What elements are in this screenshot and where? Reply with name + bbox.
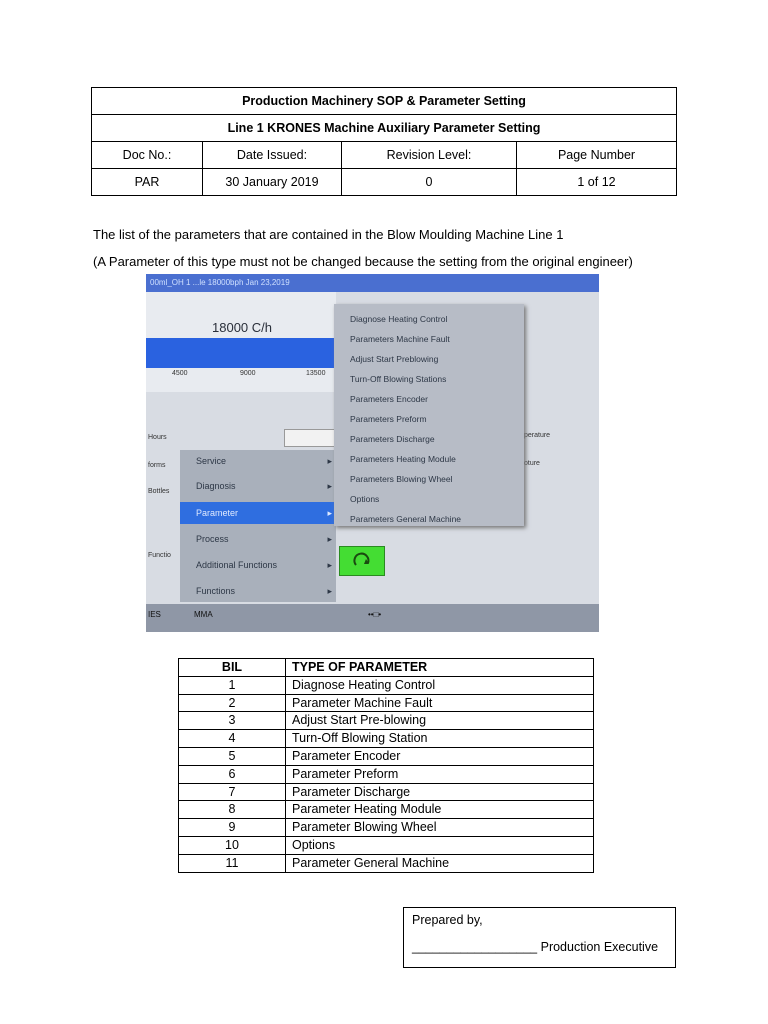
table-row	[179, 694, 594, 712]
hmi-popup-item[interactable]: Parameters Discharge	[350, 434, 435, 444]
hmi-tick: 13500	[306, 370, 326, 377]
hmi-topbar: 00ml_OH 1 ...le 18000bph Jan 23,2019	[146, 274, 599, 292]
row-bil: 9	[179, 819, 286, 837]
intro-line-2: (A Parameter of this type must not be changed because the setting from the original engineer)	[93, 254, 633, 269]
row-parameter-type: Adjust Start Pre-blowing	[286, 712, 594, 730]
header-val-revision: 0	[342, 169, 517, 196]
hmi-submenu	[180, 450, 336, 602]
hmi-photo	[146, 274, 599, 632]
row-bil: 5	[179, 747, 286, 765]
row-parameter-type: Parameter Discharge	[286, 783, 594, 801]
hmi-blue-band	[146, 338, 336, 368]
row-parameter-type: Turn-Off Blowing Station	[286, 730, 594, 748]
row-bil: 8	[179, 801, 286, 819]
header-col-revision: Revision Level:	[342, 142, 517, 169]
header-val-date: 30 January 2019	[203, 169, 342, 196]
hmi-popup-item[interactable]: Parameters Preform	[350, 414, 427, 424]
row-bil: 10	[179, 836, 286, 854]
chevron-right-icon: ▸	[327, 586, 332, 596]
hmi-popup-item[interactable]: Options	[350, 494, 380, 504]
row-bil: 6	[179, 765, 286, 783]
intro-line-1: The list of the parameters that are contained in the Blow Moulding Machine Line 1	[93, 227, 564, 242]
hmi-rate: 18000 C/h	[212, 320, 272, 335]
chevron-right-icon: ▸	[327, 481, 332, 491]
row-parameter-type: Parameter Machine Fault	[286, 694, 594, 712]
hmi-refresh-button[interactable]	[339, 546, 385, 576]
hmi-popup-item[interactable]: Turn-Off Blowing Stations	[350, 374, 447, 384]
hmi-input-box	[284, 429, 336, 447]
table-row	[179, 854, 594, 872]
row-parameter-type: Parameter Blowing Wheel	[286, 819, 594, 837]
row-bil: 7	[179, 783, 286, 801]
hmi-left-label: forms	[148, 462, 166, 469]
hmi-left-label: Bottles	[148, 488, 170, 495]
table-row	[179, 836, 594, 854]
header-col-page: Page Number	[517, 142, 677, 169]
header-val-page: 1 of 12	[517, 169, 677, 196]
row-parameter-type: Parameter Heating Module	[286, 801, 594, 819]
table-row	[179, 676, 594, 694]
document-header-table	[91, 87, 677, 196]
hmi-tick: 4500	[172, 370, 188, 377]
hmi-parameter-popup	[334, 304, 524, 526]
table-head-type: TYPE OF PARAMETER	[286, 659, 594, 677]
hmi-submenu-item[interactable]: Functions ▸	[180, 580, 336, 602]
hmi-popup-item[interactable]: Parameters Machine Fault	[350, 334, 450, 344]
chevron-right-icon: ▸	[327, 508, 332, 518]
hmi-bottom-bar	[146, 604, 599, 632]
hmi-popup-item[interactable]: Parameters General Machine	[350, 514, 462, 524]
row-parameter-type: Parameter Preform	[286, 765, 594, 783]
row-parameter-type: Diagnose Heating Control	[286, 676, 594, 694]
row-bil: 3	[179, 712, 286, 730]
hmi-bottom-dots[interactable]: ••□•	[368, 610, 382, 619]
table-head-bil: BIL	[179, 659, 286, 677]
hmi-left-label: Functio	[148, 552, 171, 559]
hmi-right-label: perature	[524, 432, 551, 439]
header-val-doc-no: PAR	[92, 169, 203, 196]
hmi-tick: 9000	[240, 370, 256, 377]
row-bil: 11	[179, 854, 286, 872]
row-parameter-type: Parameter Encoder	[286, 747, 594, 765]
table-row	[179, 765, 594, 783]
hmi-submenu-item[interactable]: Service ▸	[180, 450, 336, 472]
hmi-submenu-item-selected[interactable]: Parameter ▸	[180, 502, 336, 524]
hmi-submenu-item[interactable]: Diagnosis ▸	[180, 475, 336, 497]
header-col-doc-no: Doc No.:	[92, 142, 203, 169]
table-row	[179, 712, 594, 730]
row-bil: 1	[179, 676, 286, 694]
hmi-popup-item[interactable]: Adjust Start Preblowing	[350, 354, 439, 364]
row-bil: 4	[179, 730, 286, 748]
hmi-submenu-item[interactable]: Process ▸	[180, 528, 336, 550]
prepared-by-box	[403, 907, 676, 968]
prepared-by-label: Prepared by,	[412, 913, 483, 927]
hmi-popup-item[interactable]: Parameters Blowing Wheel	[350, 474, 453, 484]
hmi-popup-item[interactable]: Diagnose Heating Control	[350, 314, 448, 324]
table-row	[179, 819, 594, 837]
signature-line: __________________ Production Executive	[412, 940, 659, 954]
table-row	[179, 801, 594, 819]
hmi-submenu-item[interactable]: Additional Functions ▸	[180, 554, 336, 576]
table-row	[179, 730, 594, 748]
table-row	[179, 747, 594, 765]
hmi-left-label: Hours	[148, 434, 167, 441]
document-subtitle: Line 1 KRONES Machine Auxiliary Parameter Setting	[92, 115, 677, 142]
hmi-popup-item[interactable]: Parameters Encoder	[350, 394, 428, 404]
row-bil: 2	[179, 694, 286, 712]
row-parameter-type: Parameter General Machine	[286, 854, 594, 872]
chevron-right-icon: ▸	[327, 456, 332, 466]
document-title: Production Machinery SOP & Parameter Setting	[92, 88, 677, 115]
hmi-bottom-label: IES	[148, 610, 161, 619]
hmi-popup-item[interactable]: Parameters Heating Module	[350, 454, 456, 464]
parameter-table	[178, 658, 594, 873]
chevron-right-icon: ▸	[327, 560, 332, 570]
chevron-right-icon: ▸	[327, 534, 332, 544]
hmi-bottom-mma[interactable]: MMA	[194, 610, 213, 619]
row-parameter-type: Options	[286, 836, 594, 854]
table-row	[179, 783, 594, 801]
header-col-date: Date Issued:	[203, 142, 342, 169]
hmi-right-label: oture	[524, 460, 540, 467]
refresh-icon	[340, 547, 384, 575]
